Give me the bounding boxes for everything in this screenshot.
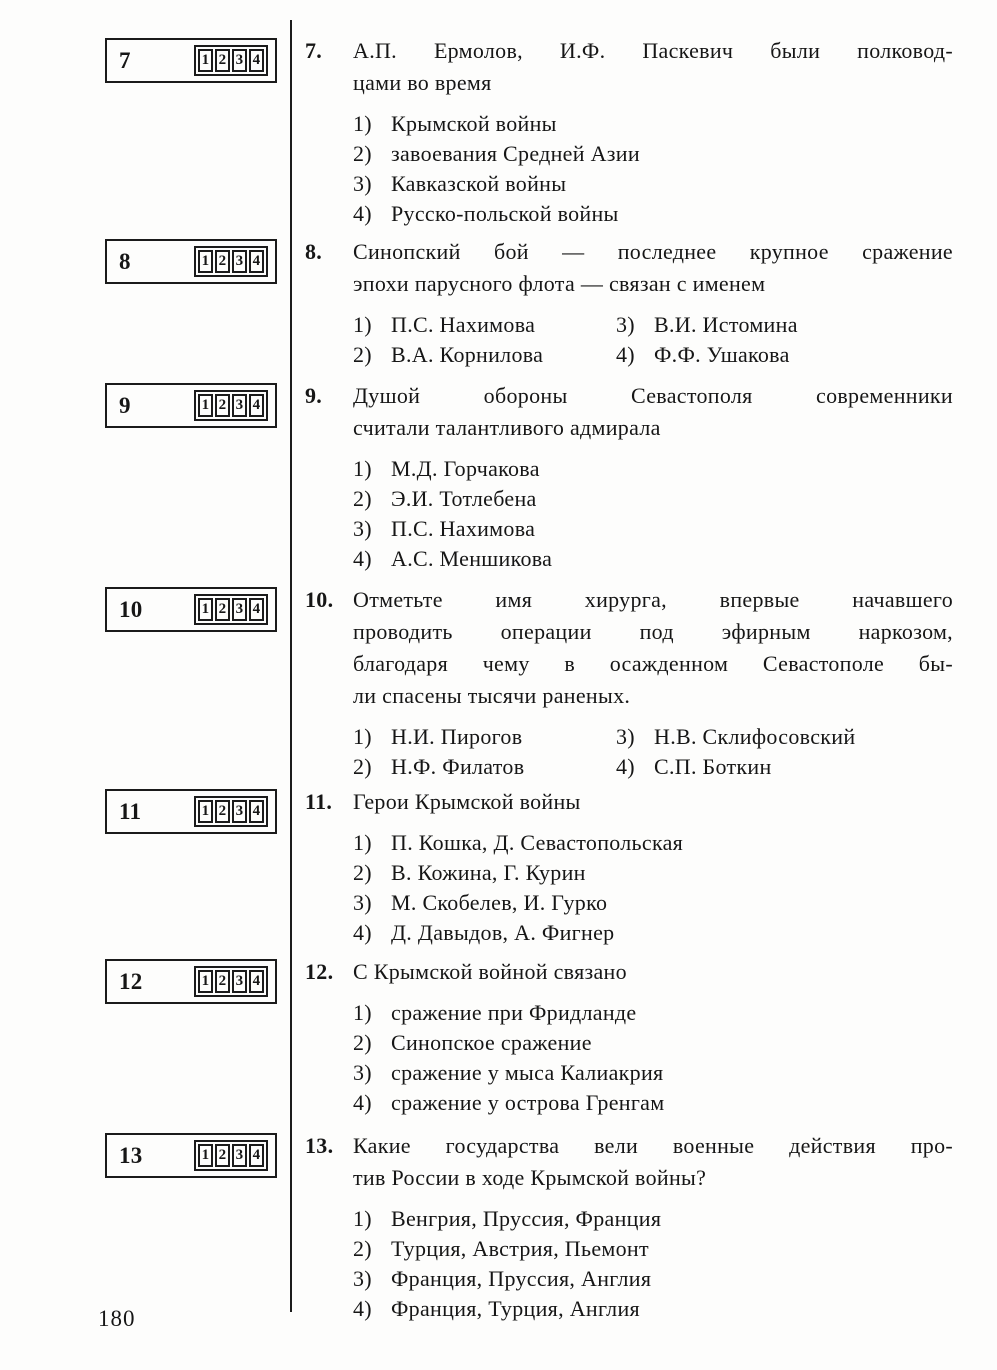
question-number: 7. bbox=[305, 38, 323, 63]
option-text: Н.Ф. Филатов bbox=[391, 754, 525, 779]
answer-cell: 2 bbox=[215, 250, 230, 273]
answer-cell: 3 bbox=[232, 598, 247, 621]
stem-line: проводить операции под эфирным наркозом, bbox=[353, 619, 953, 644]
answer-strip bbox=[194, 390, 268, 421]
answer-strip bbox=[194, 45, 268, 76]
question-content bbox=[305, 236, 953, 370]
option-label: 4) bbox=[353, 920, 372, 945]
option-text: М.Д. Горчакова bbox=[391, 456, 540, 481]
option-text: завоевания Средней Азии bbox=[391, 141, 640, 166]
question-number: 13. bbox=[305, 1133, 334, 1158]
option-text: П.С. Нахимова bbox=[391, 312, 536, 337]
option-text: Турция, Австрия, Пьемонт bbox=[391, 1236, 649, 1261]
answer-box bbox=[105, 587, 277, 632]
question-stem bbox=[353, 1130, 953, 1194]
option-4 bbox=[353, 199, 953, 229]
options-list bbox=[353, 310, 953, 370]
option-label: 3) bbox=[353, 1266, 372, 1291]
option-2 bbox=[353, 1234, 953, 1264]
option-label: 4) bbox=[353, 201, 372, 226]
option-4 bbox=[353, 544, 953, 574]
option-4 bbox=[353, 1294, 953, 1324]
option-label: 2) bbox=[353, 141, 372, 166]
answer-cell: 4 bbox=[249, 800, 264, 823]
option-text: Ф.Ф. Ушакова bbox=[654, 342, 790, 367]
option-label: 1) bbox=[353, 111, 372, 136]
option-2 bbox=[353, 1028, 953, 1058]
stem-line: тив России в ходе Крымской войны? bbox=[353, 1165, 707, 1190]
option-text: А.С. Меншикова bbox=[391, 546, 553, 571]
answer-box-number: 11 bbox=[119, 798, 142, 824]
option-label: 4) bbox=[616, 342, 635, 367]
options-list bbox=[353, 828, 953, 948]
question-number: 11. bbox=[305, 789, 333, 814]
answer-cell: 1 bbox=[198, 394, 213, 417]
answer-cell: 4 bbox=[249, 49, 264, 72]
answer-strip bbox=[194, 1140, 268, 1171]
option-4 bbox=[353, 1088, 953, 1118]
option-label: 1) bbox=[353, 456, 372, 481]
answer-cell: 1 bbox=[198, 250, 213, 273]
option-label: 4) bbox=[353, 1090, 372, 1115]
option-text: В.И. Истомина bbox=[654, 312, 798, 337]
stem-line: ли спасены тысячи раненых. bbox=[353, 683, 631, 708]
option-3 bbox=[616, 310, 953, 340]
option-1 bbox=[353, 828, 953, 858]
option-4 bbox=[616, 752, 953, 782]
option-label: 2) bbox=[353, 486, 372, 511]
option-text: сражение у мыса Калиакрия bbox=[391, 1060, 664, 1085]
stem-line: С Крымской войной связано bbox=[353, 959, 627, 984]
option-label: 4) bbox=[616, 754, 635, 779]
stem-line: считали талантливого адмирала bbox=[353, 415, 661, 440]
option-label: 2) bbox=[353, 860, 372, 885]
answer-cell: 2 bbox=[215, 598, 230, 621]
answer-strip bbox=[194, 594, 268, 625]
question-content bbox=[305, 786, 953, 948]
option-text: В. Кожина, Г. Курин bbox=[391, 860, 586, 885]
option-label: 3) bbox=[353, 171, 372, 196]
option-1 bbox=[353, 1204, 953, 1234]
option-1 bbox=[353, 722, 616, 752]
option-label: 1) bbox=[353, 724, 372, 749]
question-stem bbox=[353, 236, 953, 300]
answer-cell: 1 bbox=[198, 970, 213, 993]
stem-line: Синопский бой — последнее крупное сражение bbox=[353, 239, 953, 264]
option-2 bbox=[353, 139, 953, 169]
stem-line: Герои Крымской войны bbox=[353, 789, 581, 814]
option-text: Крымской войны bbox=[391, 111, 557, 136]
options-list bbox=[353, 722, 953, 782]
option-text: В.А. Корнилова bbox=[391, 342, 544, 367]
option-label: 2) bbox=[353, 1236, 372, 1261]
answer-cell: 3 bbox=[232, 49, 247, 72]
answer-cell: 3 bbox=[232, 800, 247, 823]
option-label: 2) bbox=[353, 754, 372, 779]
option-label: 4) bbox=[353, 1296, 372, 1321]
option-1 bbox=[353, 109, 953, 139]
option-3 bbox=[353, 1058, 953, 1088]
answer-cell: 4 bbox=[249, 598, 264, 621]
stem-line: Душой обороны Севастополя современники bbox=[353, 383, 953, 408]
option-label: 1) bbox=[353, 830, 372, 855]
question-content bbox=[305, 956, 953, 1118]
question-stem bbox=[353, 380, 953, 444]
option-label: 3) bbox=[616, 724, 635, 749]
answer-cell: 2 bbox=[215, 970, 230, 993]
answer-box-number: 13 bbox=[119, 1142, 143, 1168]
stem-line: Отметьте имя хирурга, впервые начавшего bbox=[353, 587, 953, 612]
option-3 bbox=[353, 888, 953, 918]
answer-strip bbox=[194, 246, 268, 277]
option-text: Венгрия, Пруссия, Франция bbox=[391, 1206, 662, 1231]
question-number: 12. bbox=[305, 959, 334, 984]
option-text: Д. Давыдов, А. Фигнер bbox=[391, 920, 615, 945]
option-text: Н.В. Склифосовский bbox=[654, 724, 856, 749]
answer-box bbox=[105, 789, 277, 834]
option-text: П. Кошка, Д. Севастопольская bbox=[391, 830, 684, 855]
option-label: 2) bbox=[353, 1030, 372, 1055]
answer-cell: 2 bbox=[215, 49, 230, 72]
answer-strip bbox=[194, 796, 268, 827]
answer-cell: 1 bbox=[198, 1144, 213, 1167]
answer-cell: 4 bbox=[249, 970, 264, 993]
stem-line: благодаря чему в осажденном Севастополе бы- bbox=[353, 651, 953, 676]
options-list bbox=[353, 109, 953, 229]
question-content bbox=[305, 1130, 953, 1324]
answer-cell: 2 bbox=[215, 394, 230, 417]
answer-box bbox=[105, 38, 277, 83]
answer-cell: 1 bbox=[198, 800, 213, 823]
option-4 bbox=[616, 340, 953, 370]
answer-box-number: 10 bbox=[119, 596, 143, 622]
answer-cell: 3 bbox=[232, 250, 247, 273]
question-number: 10. bbox=[305, 587, 334, 612]
answer-cell: 2 bbox=[215, 800, 230, 823]
option-2 bbox=[353, 484, 953, 514]
answer-box-number: 9 bbox=[119, 392, 131, 418]
answer-box-number: 12 bbox=[119, 968, 143, 994]
answer-box bbox=[105, 1133, 277, 1178]
question-number: 8. bbox=[305, 239, 323, 264]
stem-line: Какие государства вели военные действия про- bbox=[353, 1133, 953, 1158]
option-text: Э.И. Тотлебена bbox=[391, 486, 537, 511]
option-text: П.С. Нахимова bbox=[391, 516, 536, 541]
option-2 bbox=[353, 340, 616, 370]
page-number: 180 bbox=[98, 1306, 136, 1331]
answer-cell: 2 bbox=[215, 1144, 230, 1167]
question-number: 9. bbox=[305, 383, 323, 408]
option-3 bbox=[353, 169, 953, 199]
option-label: 3) bbox=[616, 312, 635, 337]
option-text: М. Скобелев, И. Гурко bbox=[391, 890, 608, 915]
option-text: Н.И. Пирогов bbox=[391, 724, 523, 749]
option-text: С.П. Боткин bbox=[654, 754, 772, 779]
option-1 bbox=[353, 454, 953, 484]
option-text: сражение при Фридланде bbox=[391, 1000, 637, 1025]
option-3 bbox=[353, 1264, 953, 1294]
option-3 bbox=[616, 722, 953, 752]
option-2 bbox=[353, 858, 953, 888]
option-label: 4) bbox=[353, 546, 372, 571]
options-list bbox=[353, 998, 953, 1118]
question-stem bbox=[353, 584, 953, 712]
answer-cell: 1 bbox=[198, 598, 213, 621]
option-1 bbox=[353, 310, 616, 340]
answer-cell: 3 bbox=[232, 1144, 247, 1167]
option-text: Франция, Турция, Англия bbox=[391, 1296, 640, 1321]
answer-box bbox=[105, 239, 277, 284]
answer-cell: 4 bbox=[249, 1144, 264, 1167]
option-text: Франция, Пруссия, Англия bbox=[391, 1266, 652, 1291]
question-stem bbox=[353, 35, 953, 99]
options-list bbox=[353, 1204, 953, 1324]
answer-box bbox=[105, 959, 277, 1004]
answer-box-number: 8 bbox=[119, 248, 131, 274]
question-stem bbox=[353, 956, 953, 988]
question-content bbox=[305, 35, 953, 229]
option-label: 1) bbox=[353, 1000, 372, 1025]
option-text: Русско-польской войны bbox=[391, 201, 619, 226]
answer-strip bbox=[194, 966, 268, 997]
stem-line: цами во время bbox=[353, 70, 492, 95]
option-label: 1) bbox=[353, 1206, 372, 1231]
question-content bbox=[305, 380, 953, 574]
answer-cell: 1 bbox=[198, 49, 213, 72]
answer-cell: 4 bbox=[249, 250, 264, 273]
answer-cell: 4 bbox=[249, 394, 264, 417]
answer-box-number: 7 bbox=[119, 47, 131, 73]
option-1 bbox=[353, 998, 953, 1028]
question-content bbox=[305, 584, 953, 782]
option-label: 1) bbox=[353, 312, 372, 337]
options-list bbox=[353, 454, 953, 574]
answer-cell: 3 bbox=[232, 394, 247, 417]
option-label: 2) bbox=[353, 342, 372, 367]
stem-line: А.П. Ермолов, И.Ф. Паскевич были полковод- bbox=[353, 38, 953, 63]
answer-box bbox=[105, 383, 277, 428]
option-text: сражение у острова Гренгам bbox=[391, 1090, 665, 1115]
stem-line: эпохи парусного флота — связан с именем bbox=[353, 271, 766, 296]
option-label: 3) bbox=[353, 1060, 372, 1085]
option-4 bbox=[353, 918, 953, 948]
option-label: 3) bbox=[353, 516, 372, 541]
option-3 bbox=[353, 514, 953, 544]
option-text: Кавказской войны bbox=[391, 171, 567, 196]
option-2 bbox=[353, 752, 616, 782]
option-text: Синопское сражение bbox=[391, 1030, 592, 1055]
column-divider bbox=[290, 20, 292, 1312]
question-stem bbox=[353, 786, 953, 818]
answer-cell: 3 bbox=[232, 970, 247, 993]
option-label: 3) bbox=[353, 890, 372, 915]
